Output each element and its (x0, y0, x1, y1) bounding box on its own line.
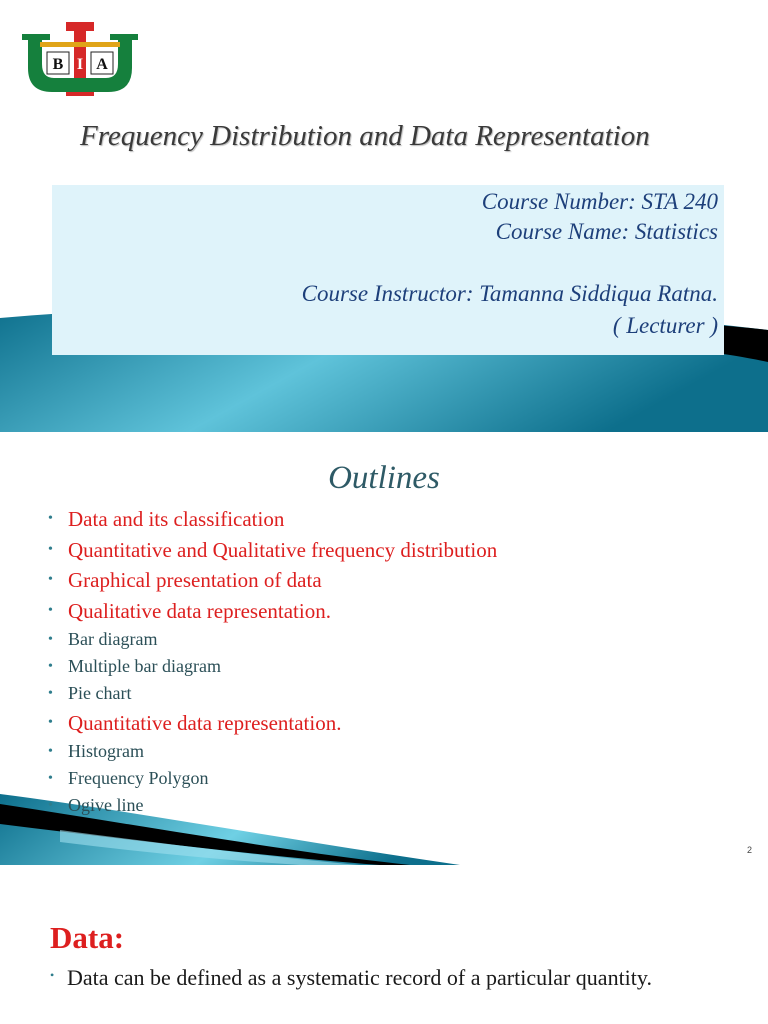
instructor-role: ( Lecturer ) (612, 313, 718, 338)
course-info-box (52, 185, 724, 355)
svg-text:I: I (76, 56, 84, 73)
outlines-title: Outlines (328, 460, 440, 496)
outline-list (48, 504, 497, 820)
bullet-icon: • (48, 541, 53, 557)
svg-text:A: A (96, 56, 108, 73)
course-name: Course Name: Statistics (495, 219, 718, 244)
title-slide (0, 0, 768, 432)
data-definition-text: Data can be defined as a systematic record of a particular quantity. (67, 965, 652, 990)
outline-item: • Pie chart (48, 680, 497, 707)
outline-item: • Ogive line (48, 792, 497, 819)
outline-item: • Quantitative and Qualitative frequency distribution (48, 535, 497, 566)
outline-item: • Graphical presentation of data (48, 565, 497, 596)
page-number: 2 (746, 845, 752, 855)
bullet-icon: • (48, 572, 53, 587)
bullet-icon: • (48, 602, 53, 618)
outline-item: • Multiple bar diagram (48, 653, 497, 680)
svg-text:B: B (52, 56, 64, 73)
slide-title: Frequency Distribution and Data Representation (80, 120, 650, 152)
biau-logo-icon (20, 20, 140, 98)
outline-item: • Quantitative data representation. (48, 708, 497, 739)
outline-item: • Histogram (48, 738, 497, 765)
bullet-icon: • (50, 968, 55, 982)
bullet-icon: • (48, 511, 53, 526)
bullet-icon: • (48, 744, 53, 760)
outline-item: • Bar diagram (48, 626, 497, 653)
bullet-icon: • (48, 771, 53, 787)
outline-item: • Frequency Polygon (48, 765, 497, 792)
course-number: Course Number: STA 240 (481, 189, 718, 214)
data-slide (0, 890, 768, 1024)
bullet-icon: • (48, 632, 53, 647)
outline-item: • Data and its classification (48, 504, 497, 535)
outline-item: • Qualitative data representation. (48, 596, 497, 627)
data-heading: Data: (50, 920, 125, 955)
bullet-icon: • (48, 714, 53, 730)
course-instructor: Course Instructor: Tamanna Siddiqua Ratna. (301, 281, 718, 306)
biau-logo (20, 20, 140, 98)
outlines-slide (0, 432, 768, 865)
bullet-icon: • (48, 798, 53, 814)
bullet-icon: • (48, 686, 53, 702)
bullet-icon: • (48, 659, 53, 675)
